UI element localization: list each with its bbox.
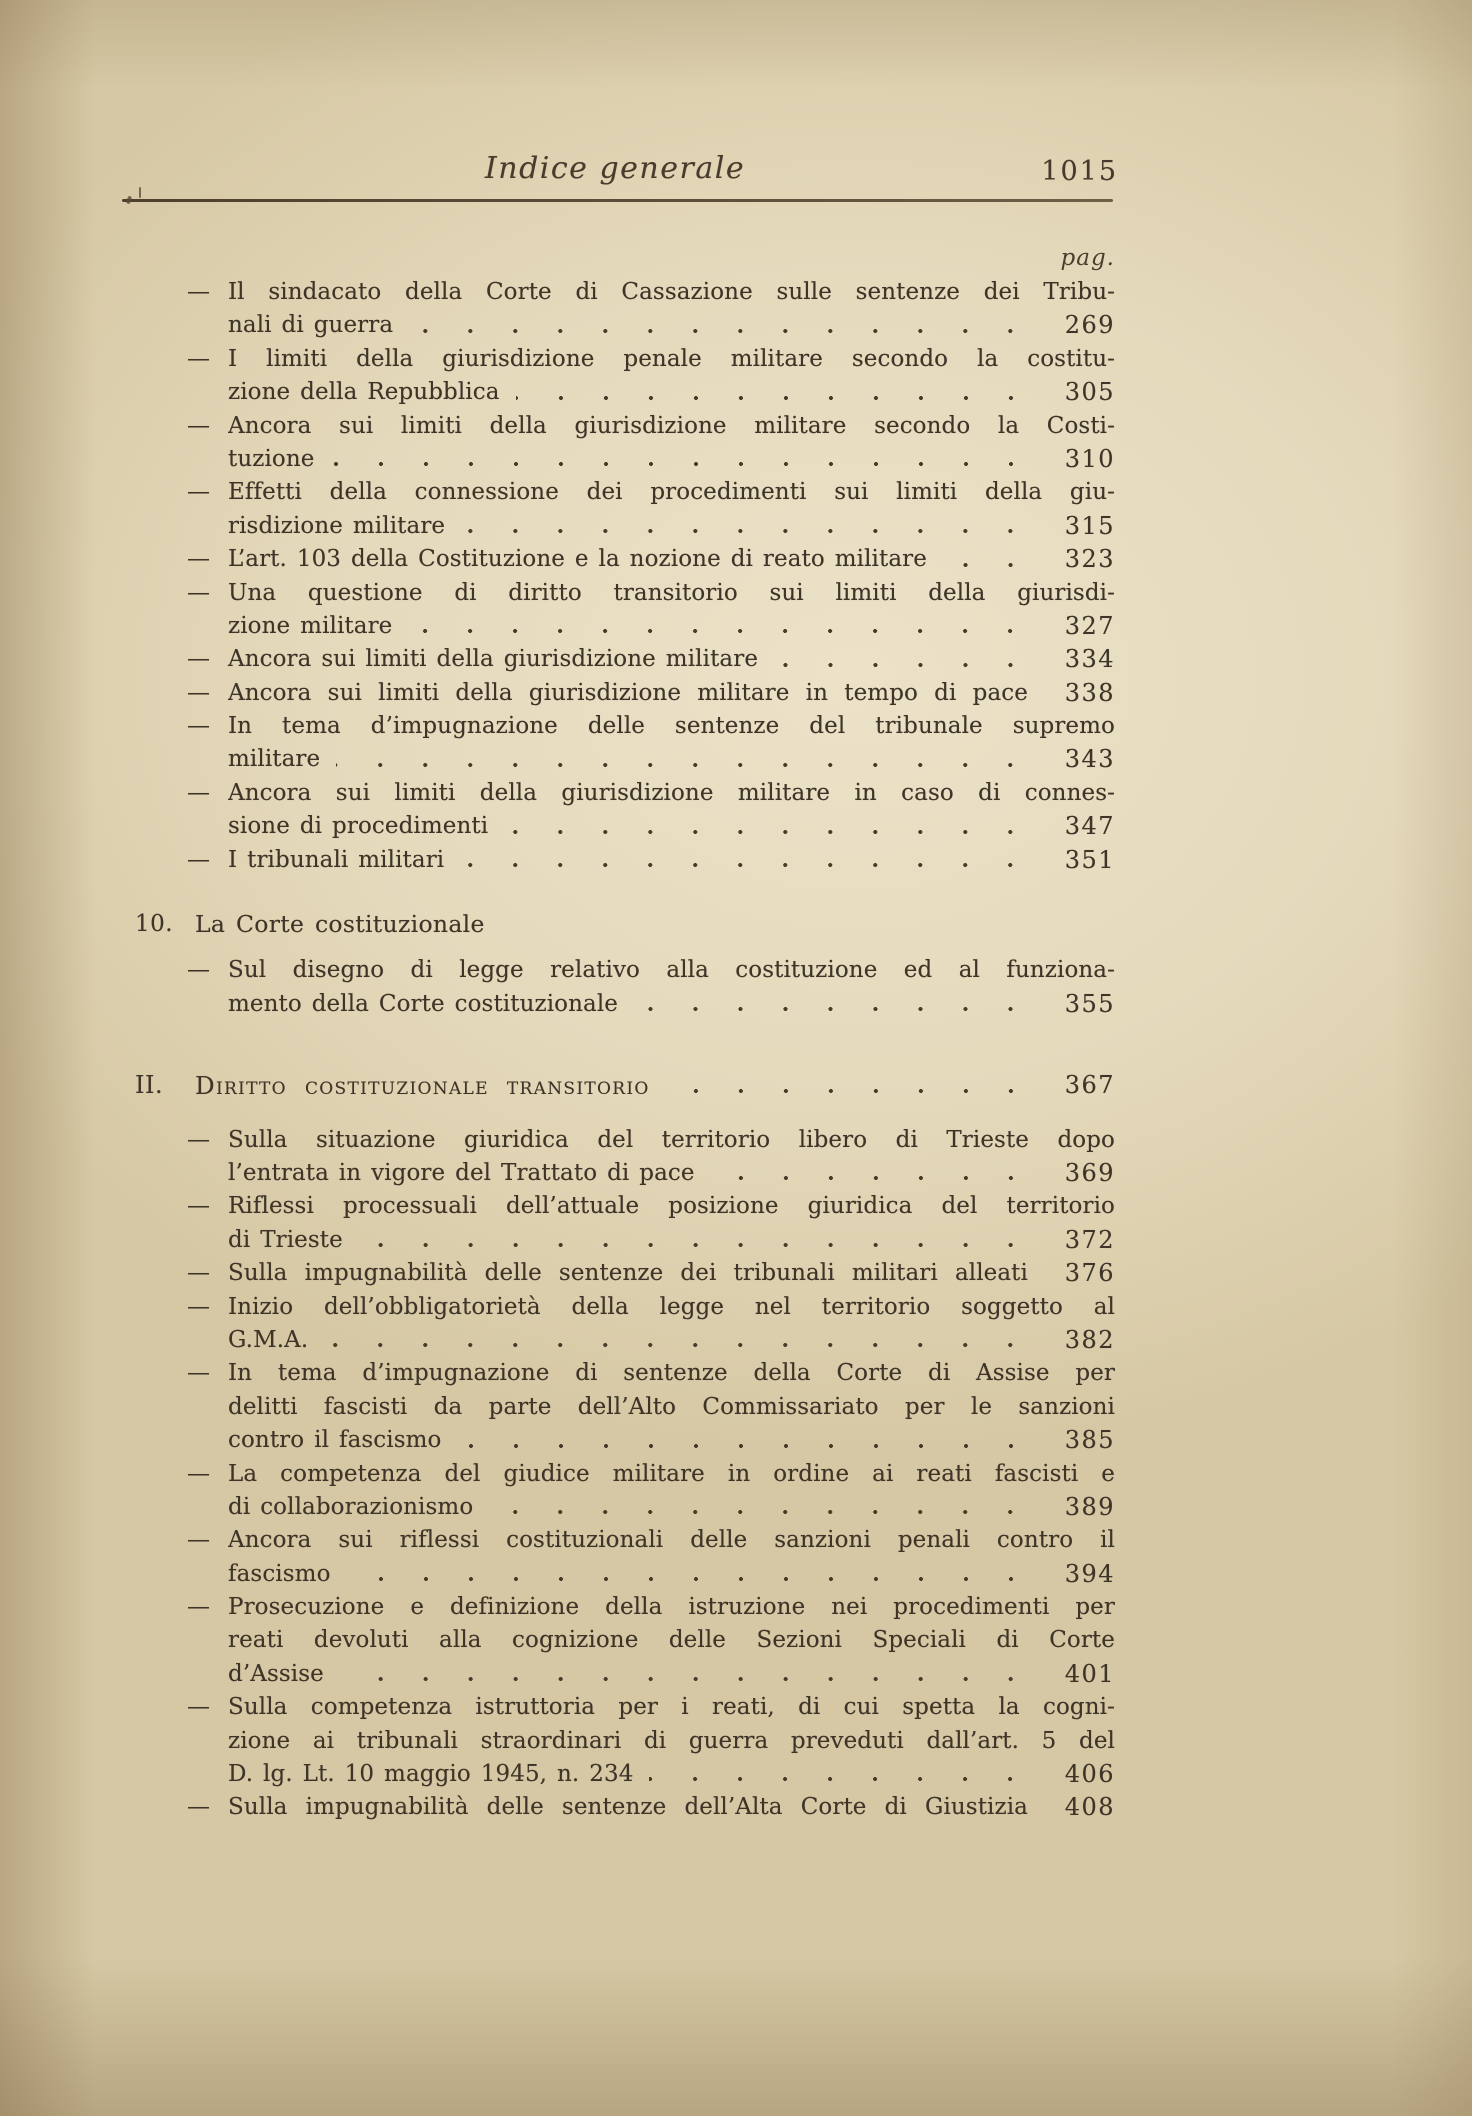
entry-text: I tribunali militari xyxy=(228,846,445,873)
entry-page-number: 406 xyxy=(1064,1760,1115,1789)
toc-section-heading xyxy=(135,1069,1115,1102)
entry-text: Ancora sui limiti della giurisdizione militare in caso di connes- xyxy=(228,779,1115,806)
entry-line xyxy=(228,743,1115,776)
dot-leader xyxy=(408,610,1033,643)
dot-leader xyxy=(516,376,1033,409)
entry-line xyxy=(228,1190,1115,1223)
entry-text: Sulla impugnabilità delle sentenze dell’Alta Corte di Giustizia xyxy=(228,1794,1028,1821)
ink-speck xyxy=(139,187,141,198)
toc-entry xyxy=(135,1524,1115,1591)
entry-line xyxy=(228,1324,1115,1357)
toc-entry xyxy=(135,643,1115,676)
toc-entry xyxy=(135,1458,1115,1525)
entry-dash: — xyxy=(187,1527,210,1554)
section-page-number: 367 xyxy=(1064,1071,1115,1100)
entry-page-number: 310 xyxy=(1064,444,1115,473)
entry-text: fascismo xyxy=(228,1560,331,1587)
entry-dash: — xyxy=(187,546,210,573)
toc-entry xyxy=(135,677,1115,710)
entry-line xyxy=(228,1658,1115,1691)
entry-text: Una questione di diritto transitorio sui limiti della giurisdi- xyxy=(228,579,1115,606)
dot-leader xyxy=(458,1424,1034,1457)
toc-entry xyxy=(135,1791,1115,1824)
section-title: Diritto costituzionale transitorio xyxy=(195,1071,650,1101)
entry-line xyxy=(228,443,1115,476)
entry-text: Ancora sui limiti della giurisdizione militare xyxy=(228,646,759,673)
entry-page-number: 327 xyxy=(1064,611,1115,640)
toc-entry xyxy=(135,1257,1115,1290)
toc-entry xyxy=(135,410,1115,477)
dot-leader xyxy=(943,543,1033,576)
entry-line xyxy=(228,1157,1115,1190)
section-title: La Corte costituzionale xyxy=(195,910,485,939)
entry-dash: — xyxy=(187,1694,210,1721)
entry-line xyxy=(228,1424,1115,1457)
entry-text: I limiti della giurisdizione penale militare secondo la costitu- xyxy=(228,345,1115,372)
entry-line xyxy=(228,1691,1115,1724)
dot-leader xyxy=(711,1157,1033,1190)
column-label-row xyxy=(135,240,1115,276)
entry-dash: — xyxy=(187,1460,210,1487)
header-rule xyxy=(122,199,1113,202)
entry-text: Ancora sui riflessi costituzionali delle sanzioni penali contro il xyxy=(228,1527,1115,1554)
dot-leader xyxy=(460,844,1033,877)
page-title: Indice generale xyxy=(484,151,746,186)
entry-text: Il sindacato della Corte di Cassazione sulle sentenze dei Tribu- xyxy=(228,279,1115,305)
entry-text: Ancora sui limiti della giurisdizione militare in tempo di pace xyxy=(228,679,1028,706)
entry-line xyxy=(228,543,1115,576)
toc-entry xyxy=(135,1591,1115,1691)
toc-content xyxy=(135,240,1115,1825)
toc-entry xyxy=(135,954,1115,1021)
entry-line xyxy=(228,1524,1115,1557)
entry-dash: — xyxy=(187,479,210,506)
entry-dash: — xyxy=(187,646,210,673)
toc-entry xyxy=(135,1291,1115,1358)
entry-line xyxy=(228,710,1115,743)
toc-entry-group xyxy=(135,954,1115,1021)
entry-page-number: 408 xyxy=(1064,1793,1115,1822)
entry-dash: — xyxy=(187,679,210,706)
entry-line xyxy=(228,844,1115,877)
dot-leader xyxy=(649,1758,1033,1791)
entry-line xyxy=(228,577,1115,610)
entry-text: Inizio dell’obbligatorietà della legge nel territorio soggetto al xyxy=(228,1293,1115,1320)
entry-line xyxy=(228,1391,1115,1424)
dot-leader xyxy=(409,309,1033,342)
dot-leader xyxy=(489,1491,1033,1524)
entry-text: l’entrata in vigore del Trattato di pace xyxy=(228,1159,695,1186)
toc-entry xyxy=(135,710,1115,777)
entry-text: di Trieste xyxy=(228,1226,343,1253)
dot-leader xyxy=(340,1658,1033,1691)
entry-dash: — xyxy=(187,846,210,873)
dot-leader xyxy=(504,810,1033,843)
entry-line xyxy=(228,1257,1115,1290)
entry-page-number: 355 xyxy=(1064,989,1115,1018)
dot-leader xyxy=(347,1558,1033,1591)
entry-page-number: 351 xyxy=(1064,845,1115,874)
entry-line xyxy=(228,309,1115,342)
toc-entry xyxy=(135,1190,1115,1257)
entry-dash: — xyxy=(187,579,210,606)
entry-line xyxy=(228,1458,1115,1491)
toc-entry-group xyxy=(135,1124,1115,1825)
entry-text: nali di guerra xyxy=(228,312,394,339)
entry-text: mento della Corte costituzionale xyxy=(228,990,619,1017)
toc-entry xyxy=(135,1691,1115,1791)
entry-text: La competenza del giudice militare in ordine ai reati fascisti e xyxy=(228,1460,1115,1487)
entry-text: Sulla situazione giuridica del territorio libero di Trieste dopo xyxy=(228,1126,1115,1153)
entry-text: tuzione xyxy=(228,445,315,472)
entry-line xyxy=(228,1591,1115,1624)
entry-text: Prosecuzione e definizione della istruzione nei procedimenti per xyxy=(228,1594,1115,1621)
dot-leader xyxy=(461,510,1033,543)
entry-text: zione ai tribunali straordinari di guerra preveduti dall’art. 5 del xyxy=(228,1727,1115,1754)
leader-gap xyxy=(1028,1791,1059,1824)
entry-dash: — xyxy=(187,1594,210,1621)
entry-line xyxy=(228,1224,1115,1257)
entry-line xyxy=(228,777,1115,810)
entry-text: Riflessi processuali dell’attuale posizione giuridica del territorio xyxy=(228,1193,1115,1220)
entry-line xyxy=(228,643,1115,676)
entry-page-number: 269 xyxy=(1064,311,1115,340)
entry-page-number: 382 xyxy=(1064,1325,1115,1354)
entry-text: Effetti della connessione dei procedimenti sui limiti della giu- xyxy=(228,479,1115,506)
toc-entry xyxy=(135,276,1115,343)
section-number: II. xyxy=(135,1071,164,1100)
toc-entry xyxy=(135,777,1115,844)
toc-section-heading xyxy=(135,908,1115,941)
dot-leader xyxy=(359,1224,1033,1257)
entry-text: Sulla impugnabilità delle sentenze dei tribunali militari alleati xyxy=(228,1260,1028,1287)
entry-text: In tema d’impugnazione di sentenze della Corte di Assise per xyxy=(228,1360,1115,1387)
entry-text: Sul disegno di legge relativo alla costituzione ed al funziona- xyxy=(228,957,1115,984)
entry-line xyxy=(228,1491,1115,1524)
entry-line xyxy=(228,954,1115,987)
entry-line xyxy=(228,988,1115,1021)
dot-leader xyxy=(324,1324,1033,1357)
entry-text: zione della Repubblica xyxy=(228,379,500,406)
entry-page-number: 343 xyxy=(1064,745,1115,774)
entry-text: delitti fascisti da parte dell’Alto Commissariato per le sanzioni xyxy=(228,1393,1115,1420)
page-number: 1015 xyxy=(1041,156,1118,187)
entry-line xyxy=(228,810,1115,843)
entry-page-number: 305 xyxy=(1064,378,1115,407)
entry-text: Ancora sui limiti della giurisdizione militare secondo la Costi- xyxy=(228,412,1115,439)
entry-dash: — xyxy=(187,779,210,806)
entry-line xyxy=(228,1791,1115,1824)
entry-text: In tema d’impugnazione delle sentenze del tribunale supremo xyxy=(228,713,1115,740)
entry-line xyxy=(228,410,1115,443)
entry-page-number: 323 xyxy=(1064,545,1115,574)
dot-leader xyxy=(666,1069,1033,1102)
entry-line xyxy=(228,1357,1115,1390)
entry-line xyxy=(228,476,1115,509)
entry-page-number: 401 xyxy=(1064,1659,1115,1688)
column-label-pag: pag. xyxy=(1060,245,1115,271)
entry-text: contro il fascismo xyxy=(228,1427,442,1454)
entry-page-number: 338 xyxy=(1064,678,1115,707)
entry-page-number: 347 xyxy=(1064,812,1115,841)
entry-line xyxy=(228,1124,1115,1157)
dot-leader xyxy=(634,988,1033,1021)
toc-entry xyxy=(135,844,1115,877)
entry-page-number: 369 xyxy=(1064,1158,1115,1187)
entry-dash: — xyxy=(187,1360,210,1387)
entry-page-number: 334 xyxy=(1064,645,1115,674)
entry-line xyxy=(228,343,1115,376)
entry-text: L’art. 103 della Costituzione e la nozione di reato militare xyxy=(228,546,927,573)
entry-line xyxy=(228,276,1115,309)
entry-text: risdizione militare xyxy=(228,512,446,539)
entry-dash: — xyxy=(187,412,210,439)
entry-dash: — xyxy=(187,713,210,740)
entry-page-number: 389 xyxy=(1064,1492,1115,1521)
entry-page-number: 315 xyxy=(1064,511,1115,540)
toc-entry xyxy=(135,1357,1115,1457)
entry-page-number: 372 xyxy=(1064,1225,1115,1254)
entry-line xyxy=(228,376,1115,409)
toc-entry xyxy=(135,343,1115,410)
entry-page-number: 394 xyxy=(1064,1559,1115,1588)
entry-page-number: 385 xyxy=(1064,1426,1115,1455)
dot-leader xyxy=(774,643,1033,676)
entry-text: militare xyxy=(228,746,321,773)
entry-dash: — xyxy=(187,1126,210,1153)
entry-text: d’Assise xyxy=(228,1660,324,1687)
entry-text: D. lg. Lt. 10 maggio 1945, n. 234 xyxy=(228,1761,634,1788)
entry-dash: — xyxy=(187,957,210,984)
leader-gap xyxy=(1028,677,1059,710)
section-number: 10. xyxy=(135,911,174,938)
entry-text: di collaborazionismo xyxy=(228,1493,474,1520)
dot-leader xyxy=(331,443,1033,476)
entry-text: Sulla competenza istruttoria per i reati, di cui spetta la cogni- xyxy=(228,1694,1115,1721)
dot-leader xyxy=(336,743,1033,776)
entry-dash: — xyxy=(187,345,210,372)
entry-line xyxy=(228,1558,1115,1591)
entry-line xyxy=(228,1725,1115,1758)
entry-line xyxy=(228,510,1115,543)
toc-entry-group xyxy=(135,276,1115,877)
entry-line xyxy=(228,1624,1115,1657)
entry-text: zione militare xyxy=(228,612,393,639)
entry-text: sione di procedimenti xyxy=(228,813,489,840)
leader-gap xyxy=(1028,1257,1059,1290)
entry-dash: — xyxy=(187,1193,210,1220)
toc-entry xyxy=(135,577,1115,644)
entry-text: G.M.A. xyxy=(228,1326,309,1353)
entry-page-number: 376 xyxy=(1064,1259,1115,1288)
entry-line xyxy=(228,1758,1115,1791)
toc-entry xyxy=(135,543,1115,576)
toc-entry xyxy=(135,1124,1115,1191)
entry-line xyxy=(228,610,1115,643)
toc-blocks xyxy=(135,276,1115,1825)
entry-dash: — xyxy=(187,279,210,305)
entry-dash: — xyxy=(187,1794,210,1821)
entry-line xyxy=(228,1291,1115,1324)
entry-text: reati devoluti alla cognizione delle Sezioni Speciali di Corte xyxy=(228,1627,1115,1654)
toc-entry xyxy=(135,476,1115,543)
entry-dash: — xyxy=(187,1260,210,1287)
entry-line xyxy=(228,677,1115,710)
entry-dash: — xyxy=(187,1293,210,1320)
